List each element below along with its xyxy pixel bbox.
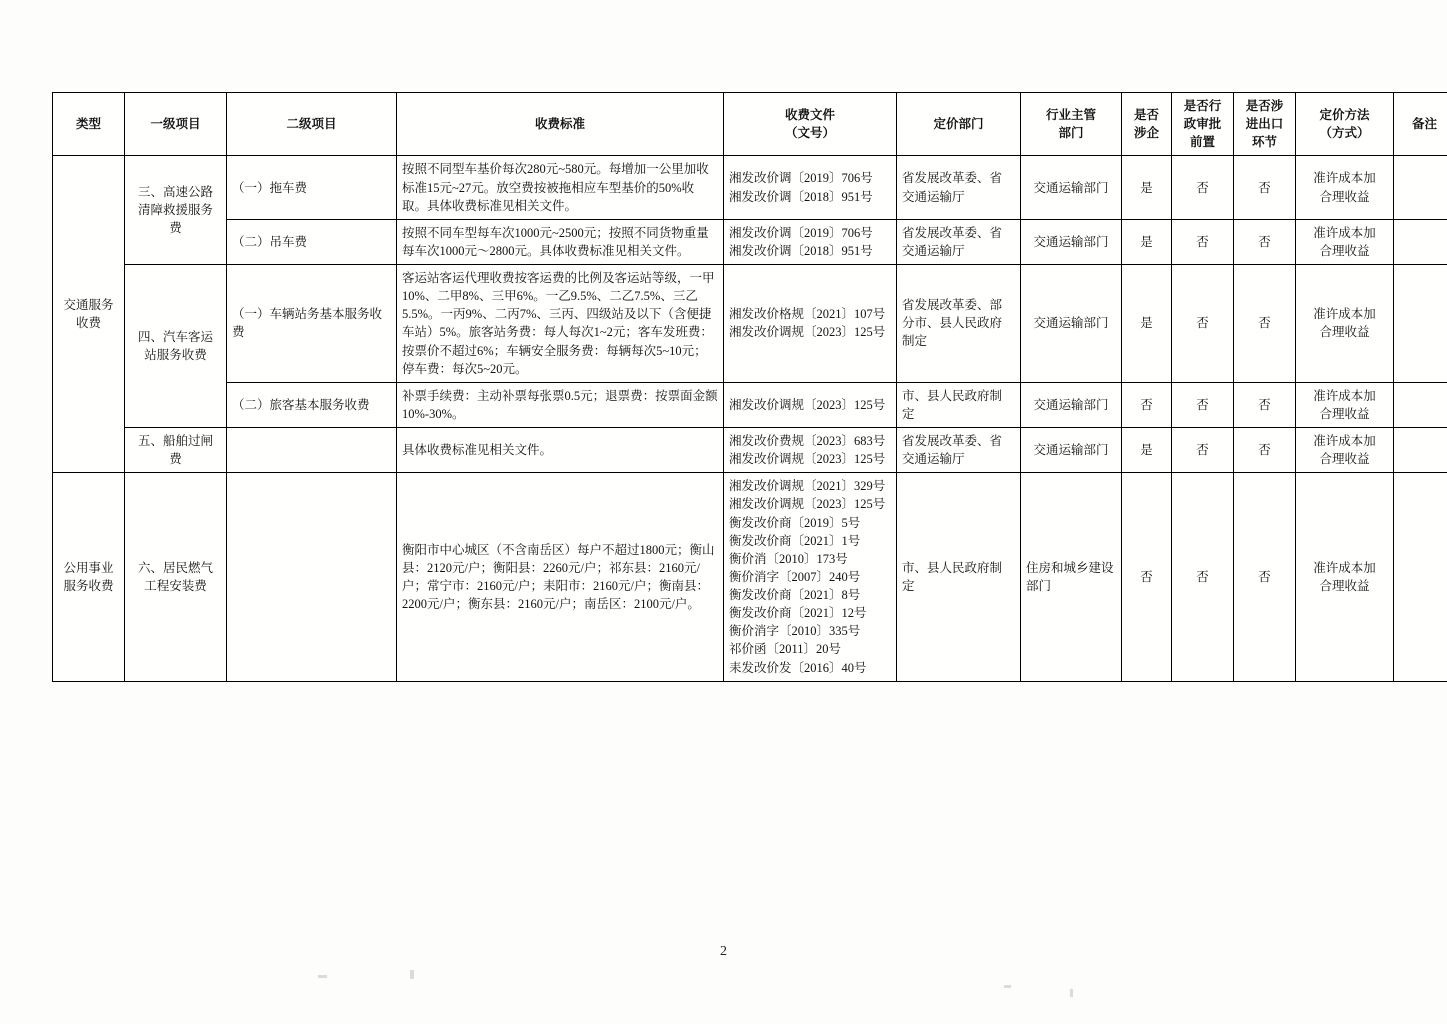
scan-speck [1004,985,1011,988]
cell-document: 湘发改价调〔2019〕706号 湘发改价调〔2018〕951号 [724,219,897,264]
cell-pricing-dept: 省发展改革委、省 交通运输厅 [897,428,1021,473]
header-document: 收费文件 （文号） [724,93,897,156]
cell-admin-pre: 否 [1172,382,1234,427]
cell-document: 湘发改价格规〔2021〕107号 湘发改价调规〔2023〕125号 [724,265,897,383]
cell-standard: 按照不同型车基价每次280元~580元。每增加一公里加收标准15元~27元。放空费按被拖相应车型基价的50%收取。具体收费标准见相关文件。 [397,156,724,219]
page-number: 2 [720,944,727,959]
cell-remark [1394,219,1447,264]
cell-import-export: 否 [1234,382,1296,427]
cell-method: 准许成本加 合理收益 [1296,156,1394,219]
header-import-export: 是否涉 进出口 环节 [1234,93,1296,156]
cell-type-utility: 公用事业 服务收费 [53,473,125,681]
header-remark: 备注 [1394,93,1447,156]
fee-standard-table [52,92,1447,682]
cell-pricing-dept: 省发展改革委、省 交通运输厅 [897,219,1021,264]
cell-industry-dept: 交通运输部门 [1021,428,1122,473]
cell-import-export: 否 [1234,219,1296,264]
cell-level1-highway-rescue: 三、高速公路 清障救援服务 费 [125,156,227,265]
table-row [53,473,1447,681]
header-method: 定价方法 （方式） [1296,93,1394,156]
cell-industry-dept: 住房和城乡建设 部门 [1021,473,1122,681]
cell-standard: 具体收费标准见相关文件。 [397,428,724,473]
cell-industry-dept: 交通运输部门 [1021,156,1122,219]
cell-standard: 客运站客运代理收费按客运费的比例及客运站等级，一甲10%、二甲8%、三甲6%。一乙9.5%、二乙7.5%、三乙5.5%。一丙9%、二丙7%、三丙、四级站及以下（含便捷车站）5%。旅客站务费：每人每次1~2元；客车发班费：按票价不超过6%；车辆安全服务费：每辆每次5~10元；停车费：每次5~20元。 [397,265,724,383]
header-type: 类型 [53,93,125,156]
cell-document: 湘发改价调〔2019〕706号 湘发改价调〔2018〕951号 [724,156,897,219]
cell-level1-gas-install: 六、居民燃气 工程安装费 [125,473,227,681]
cell-standard: 按照不同车型每车次1000元~2500元；按照不同货物重量每车次1000元～2800元。具体收费标准见相关文件。 [397,219,724,264]
cell-industry-dept: 交通运输部门 [1021,382,1122,427]
cell-level2: （一）拖车费 [227,156,397,219]
cell-standard: 衡阳市中心城区（不含南岳区）每户不超过1800元；衡山县：2120元/户；衡阳县：2260元/户；祁东县：2160元/户；常宁市：2160元/户；耒阳市：2160元/户；衡南县：2200元/户；衡东县：2160元/户；南岳区：2100元/户。 [397,473,724,681]
cell-enterprise: 是 [1122,265,1172,383]
table-row [53,219,1447,264]
cell-admin-pre: 否 [1172,219,1234,264]
header-level1: 一级项目 [125,93,227,156]
table-row [53,156,1447,219]
cell-import-export: 否 [1234,156,1296,219]
cell-standard: 补票手续费：主动补票每张票0.5元；退票费：按票面金额10%-30%。 [397,382,724,427]
table-row [53,382,1447,427]
table-header-row [53,93,1447,156]
cell-import-export: 否 [1234,265,1296,383]
cell-import-export: 否 [1234,473,1296,681]
cell-import-export: 否 [1234,428,1296,473]
cell-method: 准许成本加 合理收益 [1296,428,1394,473]
header-industry-dept: 行业主管 部门 [1021,93,1122,156]
cell-pricing-dept: 市、县人民政府制 定 [897,473,1021,681]
cell-document: 湘发改价调规〔2021〕329号 湘发改价调规〔2023〕125号 衡发改价商〔2019〕5号 衡发改价商〔2021〕1号 衡价消〔2010〕173号 衡价消字〔2007〕240号 衡发改价商〔2021〕8号 衡发改价商〔2021〕12号 衡价消字〔2010〕335号 祁价函〔2011〕20号 耒发改价发〔2016〕40号 [724,473,897,681]
cell-document: 湘发改价调规〔2023〕125号 [724,382,897,427]
header-standard: 收费标准 [397,93,724,156]
cell-level2 [227,428,397,473]
table-row [53,428,1447,473]
cell-remark [1394,265,1447,383]
cell-pricing-dept: 省发展改革委、省 交通运输厅 [897,156,1021,219]
cell-document: 湘发改价费规〔2023〕683号 湘发改价调规〔2023〕125号 [724,428,897,473]
cell-industry-dept: 交通运输部门 [1021,219,1122,264]
cell-type-transport: 交通服务 收费 [53,156,125,473]
cell-pricing-dept: 市、县人民政府制 定 [897,382,1021,427]
cell-admin-pre: 否 [1172,428,1234,473]
header-pricing-dept: 定价部门 [897,93,1021,156]
scan-speck [410,970,414,979]
cell-enterprise: 是 [1122,219,1172,264]
cell-level2: （二）旅客基本服务收费 [227,382,397,427]
cell-remark [1394,156,1447,219]
cell-enterprise: 否 [1122,473,1172,681]
cell-admin-pre: 否 [1172,473,1234,681]
header-enterprise: 是否 涉企 [1122,93,1172,156]
scan-speck [318,975,327,978]
cell-method: 准许成本加 合理收益 [1296,219,1394,264]
cell-level1-ship-lock: 五、船舶过闸 费 [125,428,227,473]
cell-level2: （一）车辆站务基本服务收费 [227,265,397,383]
cell-level2 [227,473,397,681]
cell-method: 准许成本加 合理收益 [1296,382,1394,427]
header-level2: 二级项目 [227,93,397,156]
cell-level1-bus-station: 四、汽车客运 站服务收费 [125,265,227,428]
table-row [53,265,1447,383]
header-admin-pre: 是否行 政审批 前置 [1172,93,1234,156]
cell-industry-dept: 交通运输部门 [1021,265,1122,383]
cell-method: 准许成本加 合理收益 [1296,265,1394,383]
cell-admin-pre: 否 [1172,265,1234,383]
cell-enterprise: 是 [1122,428,1172,473]
cell-level2: （二）吊车费 [227,219,397,264]
cell-remark [1394,428,1447,473]
cell-admin-pre: 否 [1172,156,1234,219]
cell-pricing-dept: 省发展改革委、部 分市、县人民政府 制定 [897,265,1021,383]
cell-remark [1394,382,1447,427]
cell-enterprise: 是 [1122,156,1172,219]
cell-enterprise: 否 [1122,382,1172,427]
cell-remark [1394,473,1447,681]
scan-speck [1070,989,1073,997]
cell-method: 准许成本加 合理收益 [1296,473,1394,681]
